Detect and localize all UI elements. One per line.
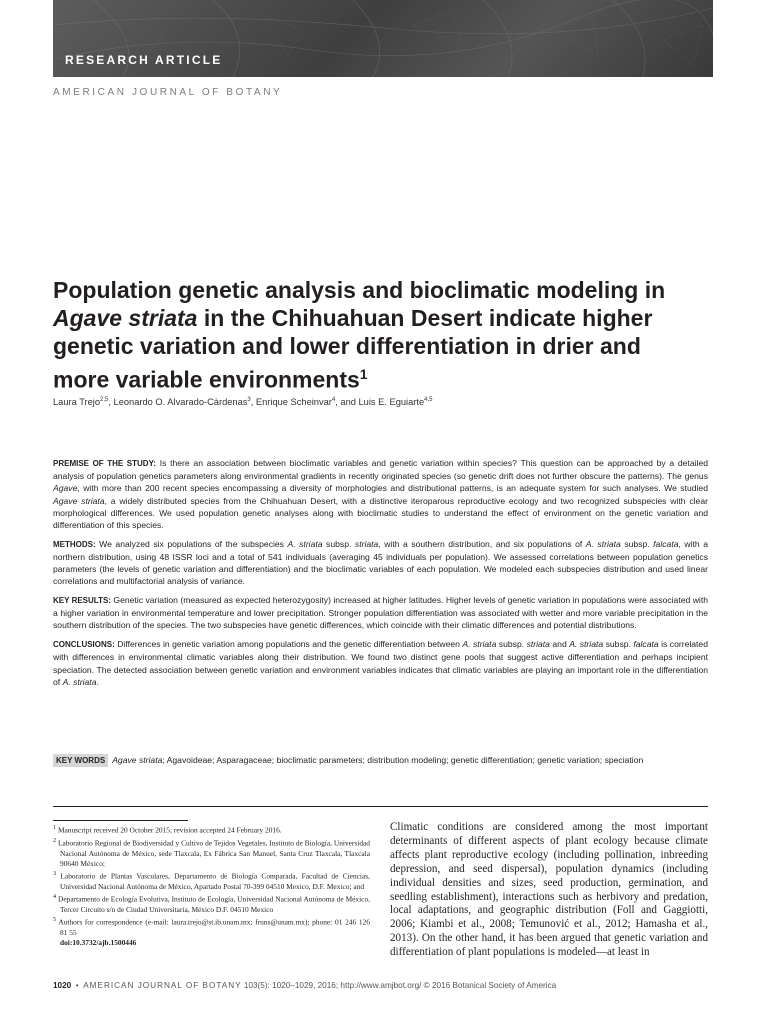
author-affiliation: 4,5 (424, 397, 433, 403)
abstract-text: Differences in genetic variation among populations and the genetic differentiation between (114, 639, 463, 650)
section-label: METHODS: (53, 539, 96, 549)
title-text-continued: in the Chihuahuan Desert indicate higher genetic variation and lower differentiation in drier and more variable environments (53, 305, 653, 393)
footnote-item (53, 836, 370, 869)
author-separator: , (250, 397, 256, 408)
abstract-italic: A. striata (287, 538, 323, 549)
abstract-text: , with a northern distribution, using 48 ISSR loci and a total of 541 individuals (averaging 45 individuals per population). We assessed correlations between population genetics parameters (the levels of genetic variation and differentiation) and the bioclimatic variables of each population. We modeled each subspecies distribution and used linear correlations and multifactorial analysis of variance. (53, 538, 708, 587)
article-title (53, 276, 693, 394)
keywords-label: KEY WORDS (53, 754, 108, 767)
abstract-italic: striata (526, 639, 550, 650)
abstract-text: , with a southern distribution, and six populations of (378, 538, 586, 549)
keywords (53, 754, 708, 768)
title-species: Agave striata (53, 305, 198, 331)
footnote-text: Laboratorio Regional de Biodiversidad y Cultivo de Tejidos Vegetales, Instituto de Biología, Universidad Nacional Autónoma de México, sede Tlaxcala, Ex Fábrica San Manuel, Santa Cruz Tlaxcala, Tlaxcala 90640 México; (57, 838, 370, 868)
title-footnote-mark: 1 (359, 366, 368, 382)
abstract-italic: falcata (653, 538, 679, 549)
keyword-text: ; Agavoideae; Asparagaceae; bioclimatic parameters; distribution modeling; genetic differentiation; genetic variation; speciation (162, 755, 644, 765)
keywords-list (112, 754, 643, 768)
keyword-italic: Agave striata (112, 755, 163, 765)
journal-name: AMERICAN JOURNAL OF BOTANY (53, 87, 283, 98)
footnote-mark: 3 (53, 871, 57, 878)
author-separator: , and (335, 397, 359, 408)
footnote-text: Authors for correspondence (e-mail: laura.trejo@st.ib.unam.mx; fruns@unam.mx); phone: 01 246 126 81 55 (58, 917, 370, 938)
section-divider (53, 806, 708, 807)
abstract-text: and (549, 639, 570, 650)
abstract-text: Genetic variation (measured as expected heterozygosity) increased at higher latitudes. Higher levels of genetic variation in populations were associated with a higher variation in environmental temperature and lower precipitation. Stronger population differentiation was associated with wetter and more variable precipitation in the southern distribution of the species. The two subspecies have genetic differences, which coincide with their climatic differences and potential distributions. (53, 595, 708, 631)
section-label: KEY RESULTS: (53, 596, 111, 606)
author-name: Enrique Scheinvar (255, 397, 332, 408)
abstract (53, 457, 708, 694)
author-list (53, 397, 713, 407)
abstract-text: subsp. (603, 639, 634, 650)
footnote-item (53, 892, 370, 915)
abstract-text: subsp. (322, 538, 355, 549)
abstract-text: is correlated with differences in environmental climatic variables along their distribution. We found two distinct gene pools that suggest active differentiation and perhaps incipient speciation. The detected association between genetic variation and environment variables indicates that climatic variables are playing an important role in the differentiation of (53, 639, 708, 687)
title-text: Population genetic analysis and bioclimatic modeling in (53, 277, 666, 303)
footnote-item (53, 869, 370, 892)
abstract-conclusions (53, 638, 708, 688)
abstract-italic: Agave striata (53, 495, 105, 506)
abstract-text: Is there an association between bioclimatic variables and genetic variation within species? This question can be approached by a detailed analysis of population genetics parameters along environmental gradients in recently originated species (so genetic drift does not further obscure the patterns). The genus (53, 458, 709, 482)
abstract-italic: A. striata (62, 676, 97, 687)
footnote-mark: 2 (53, 837, 57, 844)
article-banner (53, 0, 713, 77)
abstract-text: subsp. (620, 538, 654, 549)
abstract-text: We analyzed six populations of the subspecies (95, 538, 288, 549)
page-footer (53, 981, 713, 990)
footnote-item (53, 915, 370, 938)
abstract-italic: Agave (53, 483, 78, 494)
abstract-premise (53, 457, 708, 531)
abstract-text: , a widely distributed species from the Chihuahuan Desert, with a distinctive iteroparous reproductive ecology and two recognized subspecies with clear morphological differences. We used population genetic analyses along with bioclimatic studies to understand the effect of environment on the genetic variation and differentiation of this species. (53, 495, 708, 531)
abstract-text: , with more than 200 recent species encompassing a diversity of morphologies and distributional patterns, is an adequate system for such analyses. We studied (77, 483, 708, 494)
footnote-mark: 1 (53, 825, 57, 831)
author-name: Luis E. Eguiarte (358, 397, 425, 408)
author-separator: , (108, 397, 114, 408)
footnote-mark: 5 (53, 917, 57, 924)
author-affiliation: 3 (247, 397, 251, 403)
abstract-methods (53, 538, 708, 588)
footnote-text: Laboratorio de Plantas Vasculares, Departamento de Biología Comparada, Facultad de Ciencias, Universidad Nacional Autónoma de México, Apartado Postal 70-399 04510 Mexico, D.F. Mexico; and (60, 871, 370, 891)
footnote-divider (53, 820, 188, 821)
abstract-italic: A. striata (585, 538, 621, 549)
footnote-item (53, 823, 370, 836)
author-affiliation: 4 (331, 397, 336, 403)
body-text: Climatic conditions are considered among the most important determinants of different aspects of plant ecology because climate affects plant reproductive ecology (including pollination, inbreeding depression, and seed dispersal), population dynamics (including individual densities and sizes, seed production, germination, and seedling establishment), interactions such as herbivory and predation, local adaptations, and geographic distribution (Foll and Gaggiotti, 2006; Kiambi et al., 2008; Temunović et al., 2012; Hamasha et al., 2013). On the other hand, it has been argued that genetic variation and differentiation of plant populations is modeled—at least in (390, 821, 708, 959)
author-name: Leonardo O. Alvarado-Cárdenas (113, 397, 248, 408)
abstract-italic: falcata (633, 639, 659, 650)
footnote-text: Departamento de Ecología Evolutiva, Instituto de Ecología, Universidad Nacional Autónoma de México, Tercer Circuito s/n de Ciudad Universitaria, México D.F. 04510 Mexico (58, 894, 370, 914)
footnote-text: Manuscript received 20 October 2015; revision accepted 24 February 2016. (57, 825, 282, 835)
article-type-label: RESEARCH ARTICLE (65, 53, 223, 67)
abstract-italic: A. striata (569, 639, 604, 650)
section-label: CONCLUSIONS: (53, 640, 115, 650)
footer-bullet: • (75, 981, 79, 990)
footnote-mark: 4 (53, 894, 57, 901)
abstract-italic: striata (354, 538, 379, 549)
footer-journal: AMERICAN JOURNAL OF BOTANY (83, 981, 242, 990)
footer-citation: 103(5): 1020–1029, 2016; http://www.amjbot.org/ © 2016 Botanical Society of America (241, 981, 557, 990)
abstract-results (53, 594, 708, 632)
author-affiliation: 2,5 (100, 397, 109, 403)
section-label: PREMISE OF THE STUDY: (53, 459, 156, 468)
abstract-text: . (96, 676, 99, 687)
abstract-italic: A. striata (462, 639, 497, 650)
footnotes (53, 823, 370, 949)
doi-link[interactable]: doi:10.3732/ajb.1500446 (60, 938, 137, 948)
author-name: Laura Trejo (53, 397, 101, 408)
abstract-text: subsp. (496, 639, 527, 650)
page-number: 1020 (53, 981, 72, 990)
